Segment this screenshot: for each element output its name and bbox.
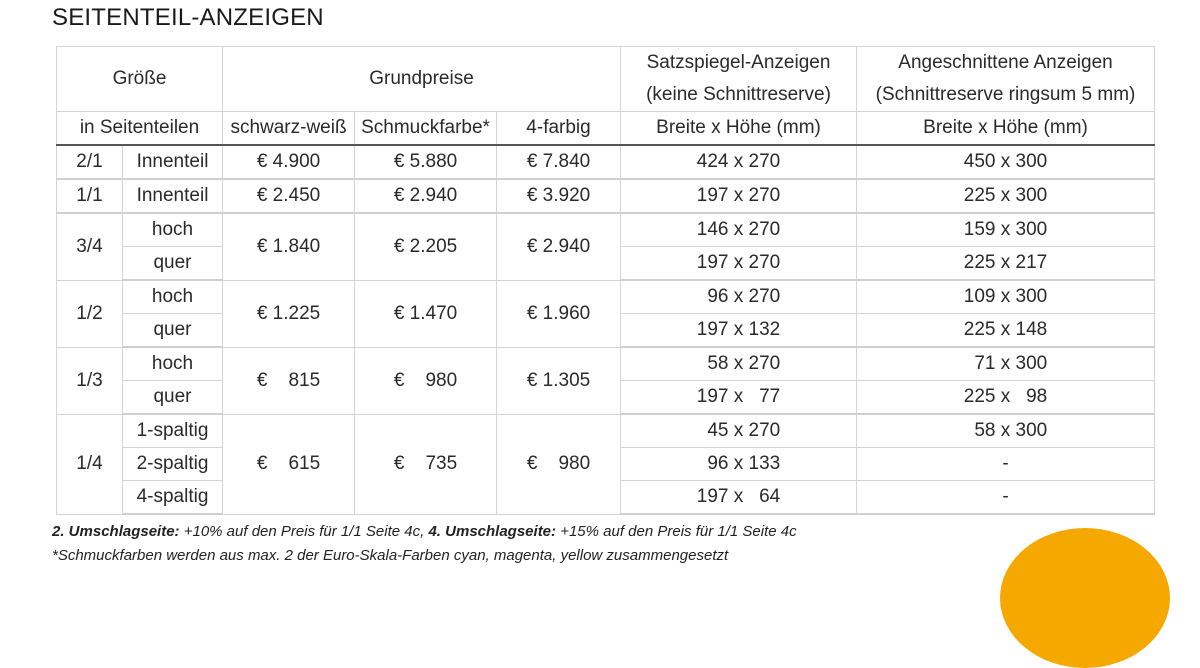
price-schmuck-cell: € 735	[355, 414, 497, 514]
price-4c-cell: € 1.305	[497, 347, 621, 414]
footnotes	[52, 520, 797, 568]
header-angeschnitten-sub: (Schnittreserve ringsum 5 mm)	[857, 79, 1155, 112]
variant-cell: quer	[123, 314, 223, 348]
price-sw-cell: € 4.900	[223, 145, 355, 179]
footnote-label-4-umschlag: 4. Umschlagseite:	[428, 523, 557, 540]
price-4c-cell: € 3.920	[497, 179, 621, 213]
footnote-umschlag	[52, 520, 797, 544]
footnote-text-2-umschlag: +10% auf den Preis für 1/1 Seite 4c,	[179, 523, 429, 540]
header-angeschnitten: Angeschnittene Anzeigen	[857, 47, 1155, 80]
satzspiegel-cell: 197 x 132	[621, 314, 857, 348]
header-in-seitenteilen: in Seitenteilen	[57, 112, 223, 146]
size-cell: 1/2	[57, 280, 123, 347]
size-cell: 1/1	[57, 179, 123, 213]
satzspiegel-cell: 96 x 270	[621, 280, 857, 314]
size-cell: 2/1	[57, 145, 123, 179]
header-bxh-satzspiegel: Breite x Höhe (mm)	[621, 112, 857, 146]
variant-cell: hoch	[123, 280, 223, 314]
variant-cell: 2-spaltig	[123, 448, 223, 481]
satzspiegel-cell: 197 x 270	[621, 247, 857, 281]
rate-table	[56, 46, 1155, 515]
header-schmuck: Schmuckfarbe*	[355, 112, 497, 146]
angeschnitten-cell: 58 x 300	[857, 414, 1155, 448]
variant-cell: Innenteil	[123, 145, 223, 179]
header-sw: schwarz-weiß	[223, 112, 355, 146]
table-row	[57, 179, 1155, 213]
table-row	[57, 414, 1155, 448]
variant-cell: 4-spaltig	[123, 481, 223, 515]
price-schmuck-cell: € 2.940	[355, 179, 497, 213]
variant-cell: hoch	[123, 347, 223, 381]
price-4c-cell: € 2.940	[497, 213, 621, 280]
table-row	[57, 145, 1155, 179]
price-sw-cell: € 1.225	[223, 280, 355, 347]
satzspiegel-cell: 197 x 270	[621, 179, 857, 213]
variant-cell: hoch	[123, 213, 223, 247]
angeschnitten-cell: 71 x 300	[857, 347, 1155, 381]
price-sw-cell: € 615	[223, 414, 355, 514]
price-4c-cell: € 7.840	[497, 145, 621, 179]
angeschnitten-cell: 225 x 300	[857, 179, 1155, 213]
price-sw-cell: € 1.840	[223, 213, 355, 280]
variant-cell: quer	[123, 247, 223, 281]
angeschnitten-cell: 450 x 300	[857, 145, 1155, 179]
size-cell: 1/4	[57, 414, 123, 514]
satzspiegel-cell: 45 x 270	[621, 414, 857, 448]
angeschnitten-cell: 109 x 300	[857, 280, 1155, 314]
price-4c-cell: € 980	[497, 414, 621, 514]
price-sw-cell: € 815	[223, 347, 355, 414]
corner-badge-decoration	[1000, 528, 1170, 668]
table-row	[57, 347, 1155, 381]
price-schmuck-cell: € 2.205	[355, 213, 497, 280]
angeschnitten-cell: 225 x 148	[857, 314, 1155, 348]
table-row	[57, 280, 1155, 314]
header-groesse: Größe	[57, 47, 223, 112]
header-satzspiegel-sub: (keine Schnittreserve)	[621, 79, 857, 112]
footnote-text-4-umschlag: +15% auf den Preis für 1/1 Seite 4c	[556, 523, 797, 540]
table-row	[57, 213, 1155, 247]
size-cell: 3/4	[57, 213, 123, 280]
angeschnitten-cell: 225 x 98	[857, 381, 1155, 415]
header-grundpreise: Grundpreise	[223, 47, 621, 112]
satzspiegel-cell: 197 x 64	[621, 481, 857, 515]
satzspiegel-cell: 96 x 133	[621, 448, 857, 481]
variant-cell: 1-spaltig	[123, 414, 223, 448]
angeschnitten-cell: -	[857, 481, 1155, 515]
price-schmuck-cell: € 5.880	[355, 145, 497, 179]
price-4c-cell: € 1.960	[497, 280, 621, 347]
satzspiegel-cell: 197 x 77	[621, 381, 857, 415]
angeschnitten-cell: -	[857, 448, 1155, 481]
satzspiegel-cell: 146 x 270	[621, 213, 857, 247]
footnote-schmuckfarben: *Schmuckfarben werden aus max. 2 der Euro-Skala-Farben cyan, magenta, yellow zusammengesetzt	[52, 547, 729, 564]
header-satzspiegel: Satzspiegel-Anzeigen	[621, 47, 857, 80]
header-vierfarbig: 4-farbig	[497, 112, 621, 146]
satzspiegel-cell: 424 x 270	[621, 145, 857, 179]
satzspiegel-cell: 58 x 270	[621, 347, 857, 381]
angeschnitten-cell: 225 x 217	[857, 247, 1155, 281]
price-schmuck-cell: € 980	[355, 347, 497, 414]
size-cell: 1/3	[57, 347, 123, 414]
header-bxh-angeschnitten: Breite x Höhe (mm)	[857, 112, 1155, 146]
price-sw-cell: € 2.450	[223, 179, 355, 213]
page-title: SEITENTEIL-ANZEIGEN	[52, 4, 324, 31]
footnote-label-2-umschlag: 2. Umschlagseite:	[52, 523, 180, 540]
variant-cell: quer	[123, 381, 223, 415]
price-schmuck-cell: € 1.470	[355, 280, 497, 347]
angeschnitten-cell: 159 x 300	[857, 213, 1155, 247]
variant-cell: Innenteil	[123, 179, 223, 213]
